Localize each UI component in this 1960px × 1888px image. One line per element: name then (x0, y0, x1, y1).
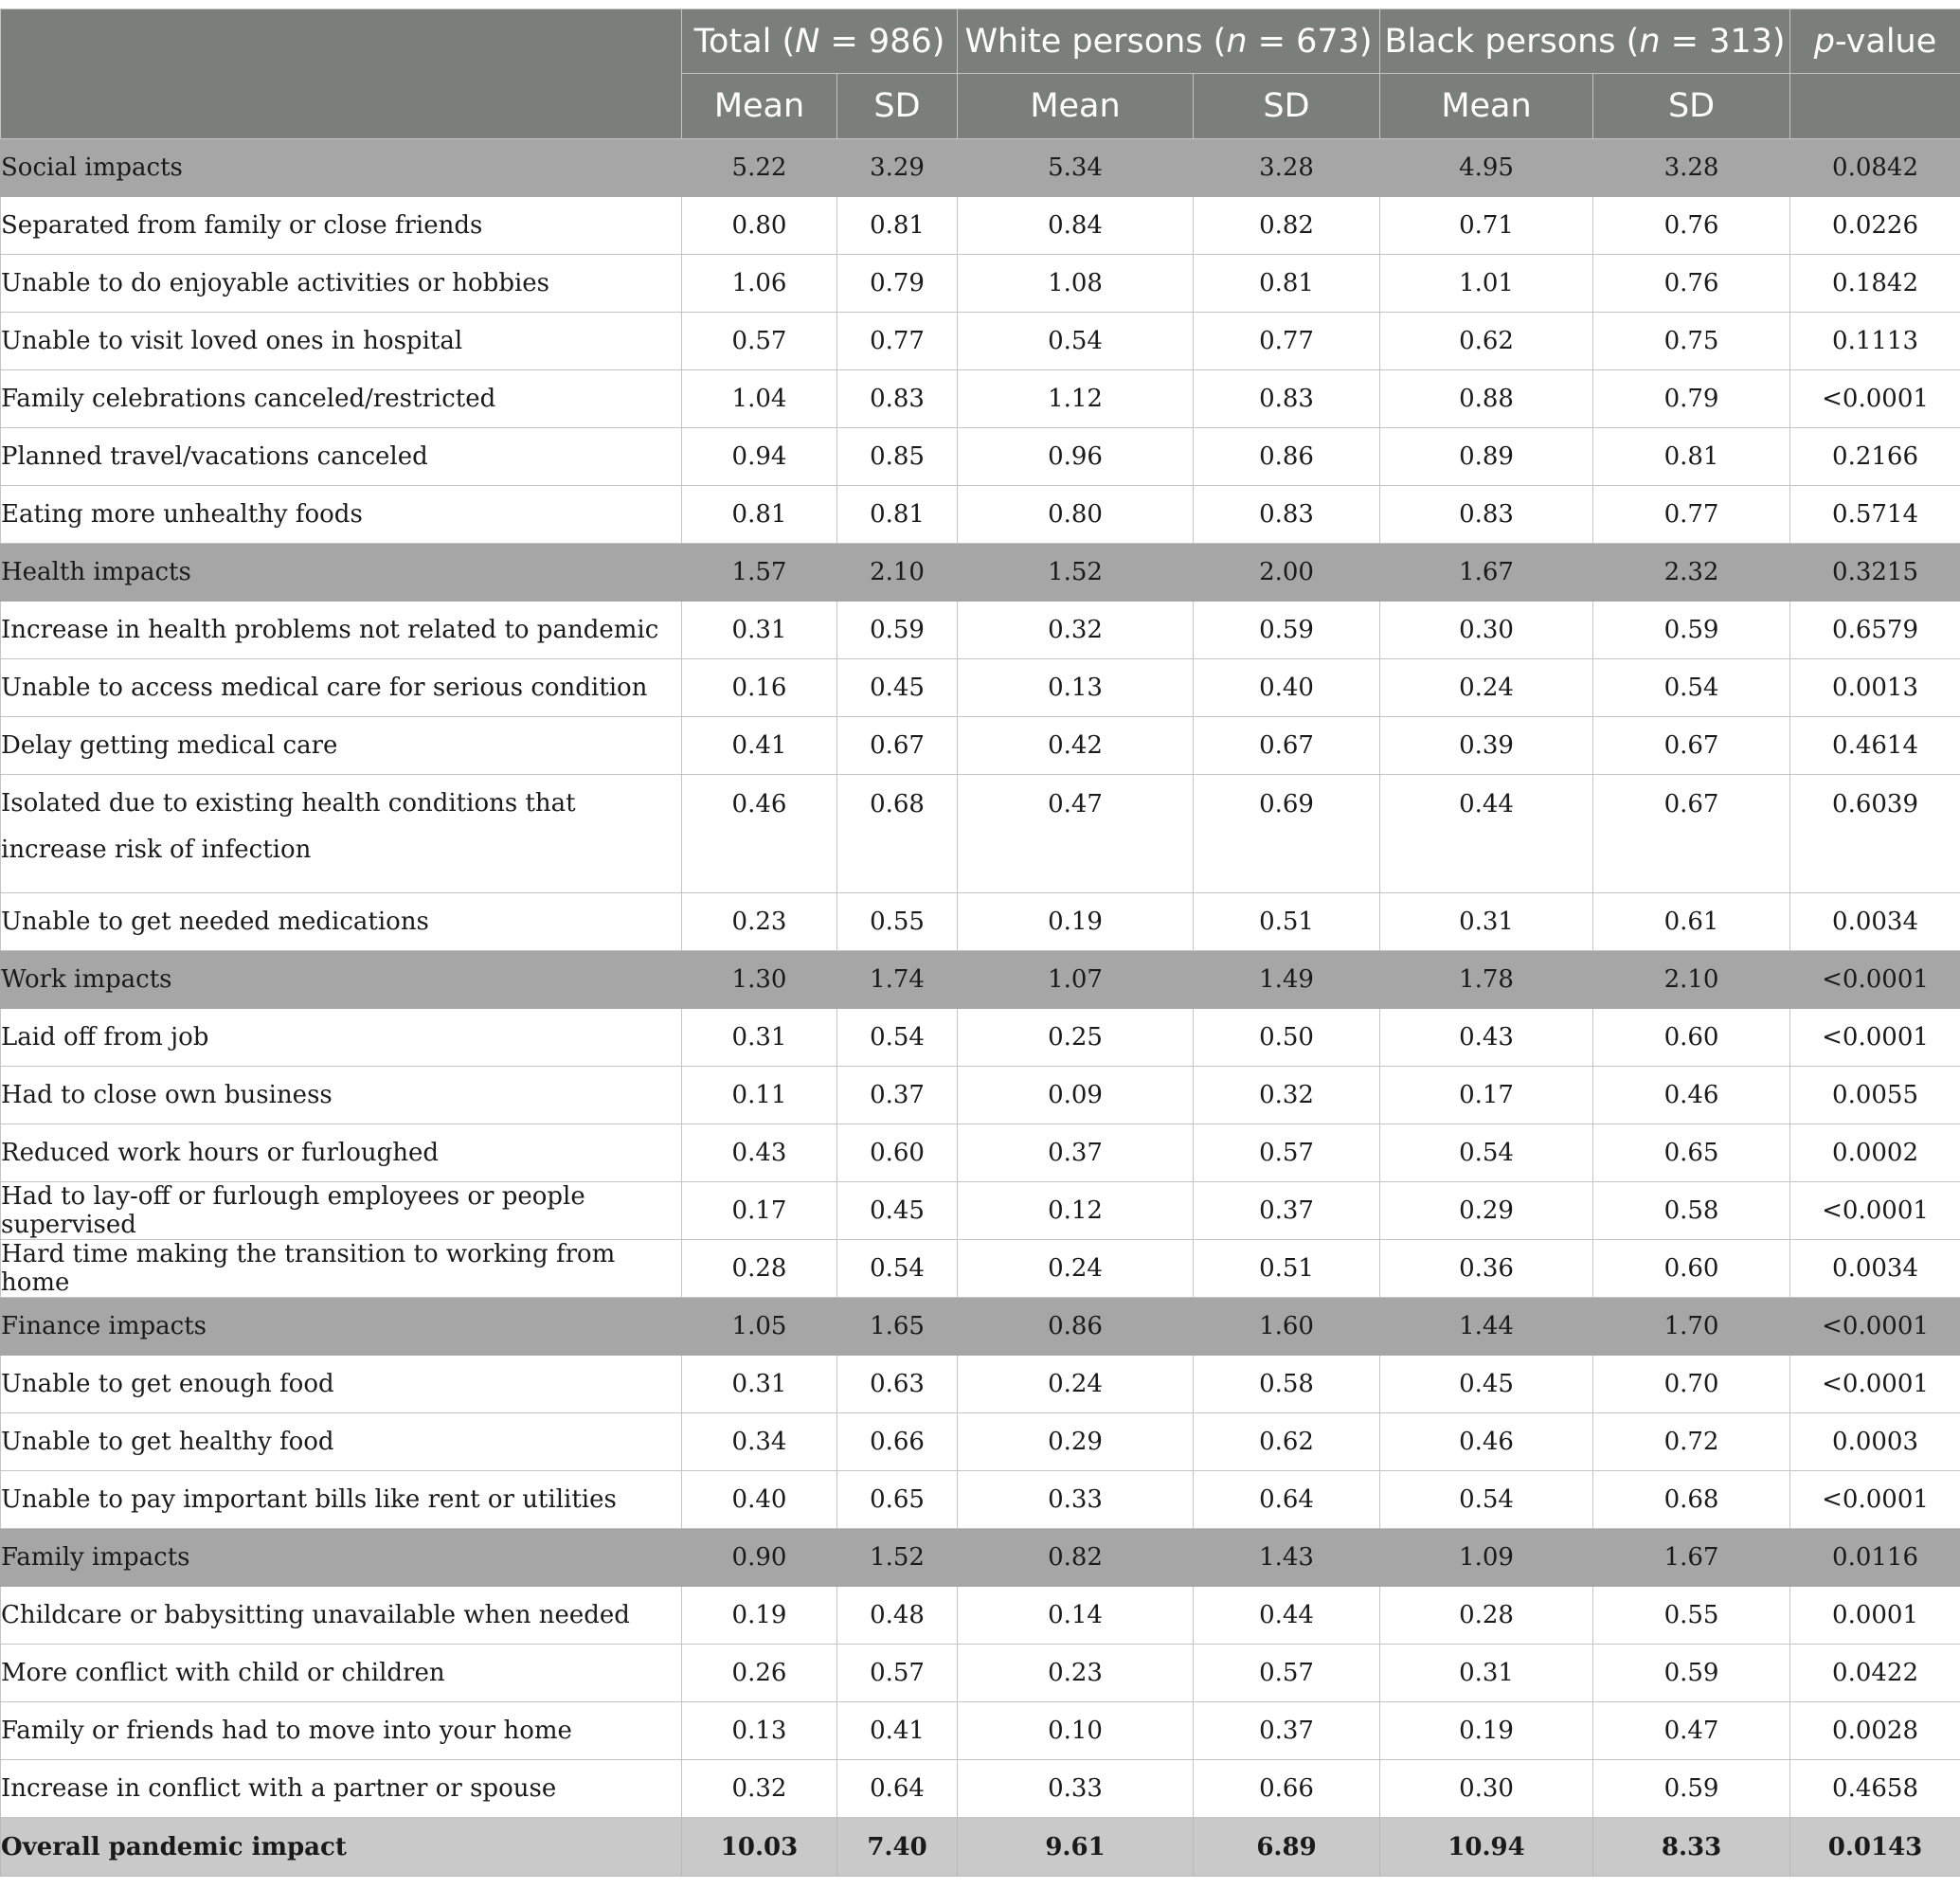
header-white-persons: White persons (n = 673) (958, 9, 1380, 74)
cell-white-sd: 0.40 (1194, 659, 1380, 717)
cell-black-mean: 0.36 (1380, 1240, 1593, 1298)
cell-p-value: 0.4658 (1790, 1760, 1960, 1818)
cell-total-sd: 0.64 (837, 1760, 958, 1818)
cell-total-mean: 0.90 (682, 1529, 837, 1587)
table-row (1, 893, 1960, 951)
cell-black-sd: 0.60 (1593, 1009, 1790, 1067)
table-row (1, 659, 1960, 717)
table-row (1, 1356, 1960, 1413)
cell-black-mean: 0.30 (1380, 1760, 1593, 1818)
cell-white-sd: 1.60 (1194, 1298, 1380, 1356)
row-label: Unable to get needed medications (1, 893, 682, 951)
cell-black-mean: 10.94 (1380, 1818, 1593, 1877)
cell-black-sd: 0.72 (1593, 1413, 1790, 1471)
cell-black-mean: 0.44 (1380, 775, 1593, 893)
table-row (1, 1240, 1960, 1298)
cell-p-value: 0.0001 (1790, 1587, 1960, 1645)
cell-white-mean: 0.19 (958, 893, 1194, 951)
cell-white-mean: 0.86 (958, 1298, 1194, 1356)
cell-white-mean: 0.24 (958, 1240, 1194, 1298)
category-row (1, 1298, 1960, 1356)
header-white-mean: Mean (958, 74, 1194, 139)
cell-black-mean: 0.17 (1380, 1067, 1593, 1124)
row-label: Childcare or babysitting unavailable when needed (1, 1587, 682, 1645)
cell-white-mean: 0.32 (958, 602, 1194, 659)
table-row (1, 1702, 1960, 1760)
cell-white-sd: 0.77 (1194, 313, 1380, 370)
table-header (1, 9, 1960, 139)
cell-black-sd: 0.76 (1593, 197, 1790, 255)
cell-black-mean: 0.43 (1380, 1009, 1593, 1067)
cell-total-sd: 0.57 (837, 1645, 958, 1702)
cell-total-sd: 0.79 (837, 255, 958, 313)
table-row (1, 1124, 1960, 1182)
row-label: Isolated due to existing health conditions that increase risk of infection (1, 775, 682, 893)
cell-black-sd: 0.67 (1593, 717, 1790, 775)
row-label: Unable to visit loved ones in hospital (1, 313, 682, 370)
header-white-sd: SD (1194, 74, 1380, 139)
cell-total-sd: 0.45 (837, 659, 958, 717)
cell-total-mean: 0.32 (682, 1760, 837, 1818)
cell-p-value: 0.3215 (1790, 544, 1960, 602)
table-row (1, 197, 1960, 255)
cell-white-mean: 0.54 (958, 313, 1194, 370)
table-row (1, 1182, 1960, 1240)
cell-black-mean: 0.29 (1380, 1182, 1593, 1240)
table-row (1, 1760, 1960, 1818)
cell-total-mean: 1.06 (682, 255, 837, 313)
row-label: Unable to get healthy food (1, 1413, 682, 1471)
cell-black-mean: 0.28 (1380, 1587, 1593, 1645)
cell-white-mean: 0.10 (958, 1702, 1194, 1760)
cell-p-value: <0.0001 (1790, 370, 1960, 428)
cell-white-mean: 0.84 (958, 197, 1194, 255)
cell-total-mean: 0.80 (682, 197, 837, 255)
cell-black-mean: 1.44 (1380, 1298, 1593, 1356)
cell-white-mean: 0.96 (958, 428, 1194, 486)
cell-black-mean: 0.24 (1380, 659, 1593, 717)
cell-black-sd: 2.10 (1593, 951, 1790, 1009)
cell-white-sd: 0.82 (1194, 197, 1380, 255)
table-row (1, 486, 1960, 544)
cell-black-sd: 0.47 (1593, 1702, 1790, 1760)
cell-white-sd: 0.57 (1194, 1124, 1380, 1182)
header-black-mean: Mean (1380, 74, 1593, 139)
cell-total-mean: 0.57 (682, 313, 837, 370)
cell-p-value: 0.0003 (1790, 1413, 1960, 1471)
cell-black-mean: 0.62 (1380, 313, 1593, 370)
row-label: Unable to access medical care for serious condition (1, 659, 682, 717)
cell-black-mean: 1.78 (1380, 951, 1593, 1009)
row-label: Had to lay-off or furlough employees or people supervised (1, 1182, 682, 1240)
cell-p-value: 0.0143 (1790, 1818, 1960, 1877)
cell-p-value: <0.0001 (1790, 1182, 1960, 1240)
cell-p-value: <0.0001 (1790, 1009, 1960, 1067)
cell-white-mean: 0.33 (958, 1471, 1194, 1529)
cell-white-mean: 0.42 (958, 717, 1194, 775)
impact-table (0, 9, 1960, 1877)
cell-total-sd: 0.59 (837, 602, 958, 659)
cell-p-value: <0.0001 (1790, 1356, 1960, 1413)
row-label: Social impacts (1, 139, 682, 197)
cell-white-sd: 1.49 (1194, 951, 1380, 1009)
cell-black-sd: 0.81 (1593, 428, 1790, 486)
cell-black-mean: 0.89 (1380, 428, 1593, 486)
cell-white-mean: 0.47 (958, 775, 1194, 893)
cell-white-mean: 0.24 (958, 1356, 1194, 1413)
cell-p-value: 0.0422 (1790, 1645, 1960, 1702)
header-total-sd: SD (837, 74, 958, 139)
cell-total-mean: 1.30 (682, 951, 837, 1009)
row-label: Unable to do enjoyable activities or hobbies (1, 255, 682, 313)
cell-white-sd: 0.81 (1194, 255, 1380, 313)
cell-white-mean: 0.12 (958, 1182, 1194, 1240)
cell-p-value: <0.0001 (1790, 1298, 1960, 1356)
cell-total-sd: 0.60 (837, 1124, 958, 1182)
cell-black-mean: 0.39 (1380, 717, 1593, 775)
cell-black-mean: 1.01 (1380, 255, 1593, 313)
table-row (1, 1587, 1960, 1645)
cell-white-sd: 6.89 (1194, 1818, 1380, 1877)
table-row (1, 1067, 1960, 1124)
cell-p-value: 0.1842 (1790, 255, 1960, 313)
cell-black-sd: 1.67 (1593, 1529, 1790, 1587)
row-label: Reduced work hours or furloughed (1, 1124, 682, 1182)
cell-black-sd: 0.46 (1593, 1067, 1790, 1124)
cell-white-sd: 0.59 (1194, 602, 1380, 659)
cell-total-sd: 0.54 (837, 1009, 958, 1067)
overall-row (1, 1818, 1960, 1877)
cell-total-sd: 0.55 (837, 893, 958, 951)
cell-black-sd: 0.58 (1593, 1182, 1790, 1240)
cell-white-mean: 5.34 (958, 139, 1194, 197)
cell-white-sd: 0.69 (1194, 775, 1380, 893)
cell-total-mean: 0.40 (682, 1471, 837, 1529)
cell-black-sd: 0.59 (1593, 1760, 1790, 1818)
cell-white-mean: 0.29 (958, 1413, 1194, 1471)
cell-black-mean: 0.54 (1380, 1124, 1593, 1182)
cell-white-sd: 0.57 (1194, 1645, 1380, 1702)
cell-black-sd: 0.65 (1593, 1124, 1790, 1182)
cell-white-sd: 0.64 (1194, 1471, 1380, 1529)
cell-p-value: 0.0028 (1790, 1702, 1960, 1760)
row-label: Overall pandemic impact (1, 1818, 682, 1877)
cell-white-mean: 1.12 (958, 370, 1194, 428)
cell-total-sd: 0.41 (837, 1702, 958, 1760)
cell-white-sd: 0.66 (1194, 1760, 1380, 1818)
header-black-persons: Black persons (n = 313) (1380, 9, 1790, 74)
cell-p-value: 0.5714 (1790, 486, 1960, 544)
cell-total-sd: 0.83 (837, 370, 958, 428)
cell-total-sd: 0.81 (837, 486, 958, 544)
row-label: Family impacts (1, 1529, 682, 1587)
cell-total-mean: 1.57 (682, 544, 837, 602)
cell-total-mean: 1.05 (682, 1298, 837, 1356)
cell-p-value: <0.0001 (1790, 1471, 1960, 1529)
table-row (1, 717, 1960, 775)
row-label: Family or friends had to move into your home (1, 1702, 682, 1760)
cell-total-mean: 0.34 (682, 1413, 837, 1471)
cell-black-mean: 0.30 (1380, 602, 1593, 659)
cell-white-mean: 1.08 (958, 255, 1194, 313)
cell-total-sd: 0.68 (837, 775, 958, 893)
cell-black-sd: 0.76 (1593, 255, 1790, 313)
row-label: Work impacts (1, 951, 682, 1009)
cell-white-sd: 0.37 (1194, 1702, 1380, 1760)
cell-white-sd: 0.32 (1194, 1067, 1380, 1124)
cell-p-value: 0.0034 (1790, 893, 1960, 951)
cell-total-mean: 1.04 (682, 370, 837, 428)
cell-total-mean: 0.26 (682, 1645, 837, 1702)
cell-white-sd: 0.67 (1194, 717, 1380, 775)
table-row (1, 313, 1960, 370)
cell-black-sd: 0.55 (1593, 1587, 1790, 1645)
cell-black-mean: 4.95 (1380, 139, 1593, 197)
table-row (1, 1009, 1960, 1067)
cell-white-mean: 0.23 (958, 1645, 1194, 1702)
cell-white-mean: 0.33 (958, 1760, 1194, 1818)
row-label: Hard time making the transition to working from home (1, 1240, 682, 1298)
cell-p-value: 0.2166 (1790, 428, 1960, 486)
cell-white-mean: 0.14 (958, 1587, 1194, 1645)
cell-white-sd: 0.58 (1194, 1356, 1380, 1413)
cell-total-sd: 0.48 (837, 1587, 958, 1645)
row-label: Increase in conflict with a partner or spouse (1, 1760, 682, 1818)
cell-black-sd: 0.70 (1593, 1356, 1790, 1413)
cell-p-value: 0.6579 (1790, 602, 1960, 659)
cell-total-sd: 1.52 (837, 1529, 958, 1587)
cell-black-sd: 0.79 (1593, 370, 1790, 428)
cell-p-value: 0.0055 (1790, 1067, 1960, 1124)
cell-white-sd: 0.86 (1194, 428, 1380, 486)
table-body (1, 139, 1960, 1877)
category-row (1, 544, 1960, 602)
table-row (1, 370, 1960, 428)
cell-p-value: 0.4614 (1790, 717, 1960, 775)
table-row (1, 428, 1960, 486)
row-label: Finance impacts (1, 1298, 682, 1356)
cell-total-mean: 0.16 (682, 659, 837, 717)
row-label: Had to close own business (1, 1067, 682, 1124)
cell-black-mean: 0.31 (1380, 1645, 1593, 1702)
cell-black-mean: 0.83 (1380, 486, 1593, 544)
row-label: Health impacts (1, 544, 682, 602)
category-row (1, 139, 1960, 197)
cell-white-mean: 0.80 (958, 486, 1194, 544)
cell-p-value: 0.0034 (1790, 1240, 1960, 1298)
table-row (1, 255, 1960, 313)
cell-total-mean: 0.19 (682, 1587, 837, 1645)
header-row-groups (1, 9, 1960, 74)
cell-total-sd: 0.67 (837, 717, 958, 775)
cell-total-mean: 0.11 (682, 1067, 837, 1124)
cell-total-sd: 0.54 (837, 1240, 958, 1298)
cell-white-sd: 3.28 (1194, 139, 1380, 197)
cell-total-mean: 5.22 (682, 139, 837, 197)
cell-black-sd: 0.60 (1593, 1240, 1790, 1298)
cell-white-mean: 0.25 (958, 1009, 1194, 1067)
cell-white-sd: 0.51 (1194, 893, 1380, 951)
cell-total-sd: 0.77 (837, 313, 958, 370)
header-p-value: p-value (1790, 9, 1960, 74)
cell-black-mean: 1.67 (1380, 544, 1593, 602)
cell-black-sd: 0.68 (1593, 1471, 1790, 1529)
row-label: Planned travel/vacations canceled (1, 428, 682, 486)
cell-black-mean: 0.31 (1380, 893, 1593, 951)
cell-white-mean: 0.13 (958, 659, 1194, 717)
cell-total-mean: 0.31 (682, 602, 837, 659)
cell-white-mean: 1.07 (958, 951, 1194, 1009)
cell-white-mean: 1.52 (958, 544, 1194, 602)
header-blank-cell (1, 9, 682, 139)
cell-p-value: <0.0001 (1790, 951, 1960, 1009)
cell-white-sd: 0.51 (1194, 1240, 1380, 1298)
row-label: Unable to get enough food (1, 1356, 682, 1413)
category-row (1, 1529, 1960, 1587)
cell-white-mean: 0.82 (958, 1529, 1194, 1587)
cell-total-sd: 1.74 (837, 951, 958, 1009)
cell-black-sd: 0.77 (1593, 486, 1790, 544)
cell-white-sd: 0.50 (1194, 1009, 1380, 1067)
row-label: Increase in health problems not related to pandemic (1, 602, 682, 659)
cell-total-sd: 1.65 (837, 1298, 958, 1356)
category-row (1, 951, 1960, 1009)
cell-black-sd: 1.70 (1593, 1298, 1790, 1356)
cell-total-sd: 0.85 (837, 428, 958, 486)
table-row (1, 1413, 1960, 1471)
cell-total-mean: 0.17 (682, 1182, 837, 1240)
cell-white-sd: 0.44 (1194, 1587, 1380, 1645)
cell-white-sd: 0.62 (1194, 1413, 1380, 1471)
cell-total-mean: 0.94 (682, 428, 837, 486)
cell-total-mean: 0.43 (682, 1124, 837, 1182)
cell-white-mean: 0.37 (958, 1124, 1194, 1182)
cell-black-mean: 0.46 (1380, 1413, 1593, 1471)
cell-white-mean: 0.09 (958, 1067, 1194, 1124)
cell-p-value: 0.0842 (1790, 139, 1960, 197)
cell-black-mean: 0.88 (1380, 370, 1593, 428)
cell-total-sd: 0.81 (837, 197, 958, 255)
cell-white-mean: 9.61 (958, 1818, 1194, 1877)
row-label: Eating more unhealthy foods (1, 486, 682, 544)
table-row (1, 1645, 1960, 1702)
cell-total-sd: 0.66 (837, 1413, 958, 1471)
cell-total-sd: 0.37 (837, 1067, 958, 1124)
cell-total-mean: 0.13 (682, 1702, 837, 1760)
cell-white-sd: 2.00 (1194, 544, 1380, 602)
row-label: Unable to pay important bills like rent or utilities (1, 1471, 682, 1529)
table-row (1, 602, 1960, 659)
cell-black-mean: 0.54 (1380, 1471, 1593, 1529)
header-p-value-blank (1790, 74, 1960, 139)
cell-black-sd: 0.59 (1593, 1645, 1790, 1702)
cell-black-sd: 0.54 (1593, 659, 1790, 717)
table-row (1, 1471, 1960, 1529)
cell-black-sd: 0.59 (1593, 602, 1790, 659)
cell-black-mean: 0.19 (1380, 1702, 1593, 1760)
row-label: More conflict with child or children (1, 1645, 682, 1702)
cell-total-sd: 0.63 (837, 1356, 958, 1413)
row-label: Family celebrations canceled/restricted (1, 370, 682, 428)
cell-black-sd: 8.33 (1593, 1818, 1790, 1877)
cell-black-sd: 0.61 (1593, 893, 1790, 951)
cell-total-mean: 0.81 (682, 486, 837, 544)
cell-total-sd: 7.40 (837, 1818, 958, 1877)
row-label: Laid off from job (1, 1009, 682, 1067)
header-total-mean: Mean (682, 74, 837, 139)
cell-p-value: 0.6039 (1790, 775, 1960, 893)
cell-black-sd: 0.75 (1593, 313, 1790, 370)
row-label: Separated from family or close friends (1, 197, 682, 255)
cell-total-sd: 2.10 (837, 544, 958, 602)
table-row (1, 775, 1960, 893)
cell-total-mean: 0.28 (682, 1240, 837, 1298)
cell-p-value: 0.0226 (1790, 197, 1960, 255)
cell-black-mean: 1.09 (1380, 1529, 1593, 1587)
cell-p-value: 0.0013 (1790, 659, 1960, 717)
row-label: Delay getting medical care (1, 717, 682, 775)
cell-total-mean: 0.31 (682, 1356, 837, 1413)
cell-p-value: 0.1113 (1790, 313, 1960, 370)
cell-total-mean: 10.03 (682, 1818, 837, 1877)
cell-white-sd: 0.83 (1194, 486, 1380, 544)
cell-black-sd: 0.67 (1593, 775, 1790, 893)
cell-black-sd: 2.32 (1593, 544, 1790, 602)
cell-total-sd: 0.45 (837, 1182, 958, 1240)
cell-total-sd: 3.29 (837, 139, 958, 197)
cell-black-mean: 0.45 (1380, 1356, 1593, 1413)
cell-total-mean: 0.31 (682, 1009, 837, 1067)
cell-total-mean: 0.23 (682, 893, 837, 951)
cell-white-sd: 0.83 (1194, 370, 1380, 428)
cell-p-value: 0.0116 (1790, 1529, 1960, 1587)
cell-total-mean: 0.41 (682, 717, 837, 775)
header-total: Total (N = 986) (682, 9, 958, 74)
header-black-sd: SD (1593, 74, 1790, 139)
cell-white-sd: 0.37 (1194, 1182, 1380, 1240)
cell-black-sd: 3.28 (1593, 139, 1790, 197)
cell-white-sd: 1.43 (1194, 1529, 1380, 1587)
cell-black-mean: 0.71 (1380, 197, 1593, 255)
cell-total-sd: 0.65 (837, 1471, 958, 1529)
cell-total-mean: 0.46 (682, 775, 837, 893)
cell-p-value: 0.0002 (1790, 1124, 1960, 1182)
